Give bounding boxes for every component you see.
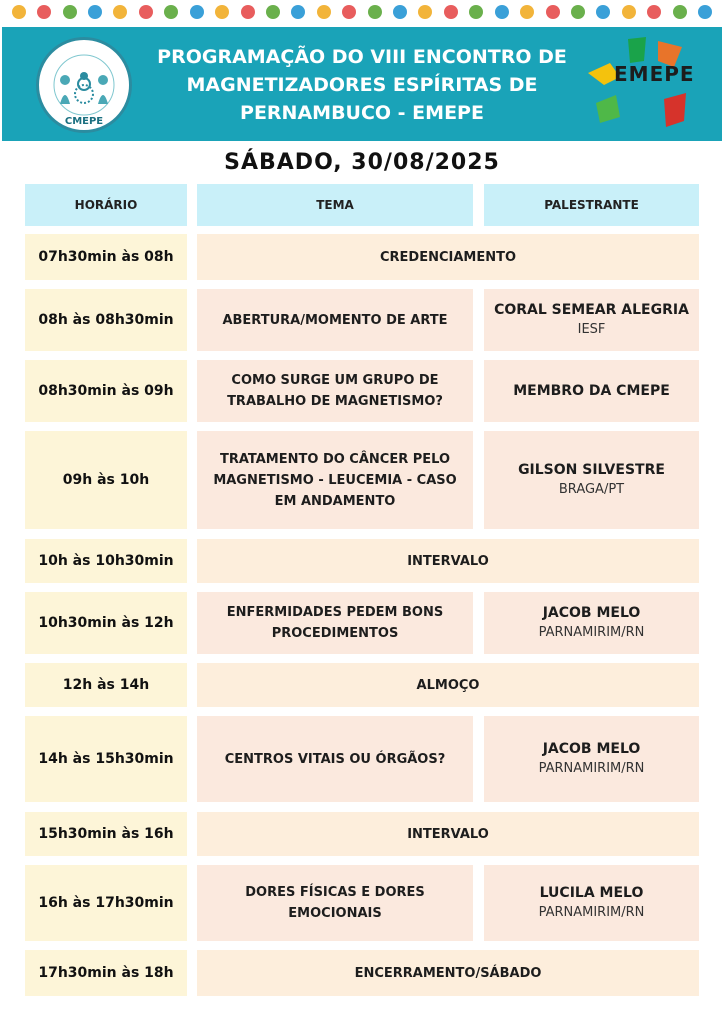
page-title: PROGRAMAÇÃO DO VIII ENCONTRO DE MAGNETIZADORES ESPÍRITAS DE PERNAMBUCO - EMEPE bbox=[157, 46, 567, 124]
row-event: ENCERRAMENTO/SÁBADO bbox=[197, 950, 699, 996]
row-event: INTERVALO bbox=[197, 539, 699, 583]
row-speaker bbox=[484, 360, 699, 422]
row-speaker bbox=[484, 431, 699, 529]
row-time: 14h às 15h30min bbox=[25, 716, 187, 802]
row-time: 17h30min às 18h bbox=[25, 950, 187, 996]
speaker-name: JACOB MELO bbox=[542, 741, 641, 757]
row-speaker bbox=[484, 592, 699, 654]
row-time: 10h30min às 12h bbox=[25, 592, 187, 654]
row-time: 07h30min às 08h bbox=[25, 234, 187, 280]
row-time: 08h às 08h30min bbox=[25, 289, 187, 351]
cmepe-logo-label: CMEPE bbox=[64, 116, 104, 127]
speaker-place: PARNAMIRIM/RN bbox=[538, 761, 645, 776]
speaker-name: GILSON SILVESTRE bbox=[518, 462, 665, 478]
row-event: ALMOÇO bbox=[197, 663, 699, 707]
row-topic: ENFERMIDADES PEDEM BONS PROCEDIMENTOS bbox=[197, 592, 473, 654]
emepe-logo-label: EMEPE bbox=[614, 62, 695, 86]
decorative-border bbox=[0, 0, 724, 24]
speaker-place: PARNAMIRIM/RN bbox=[538, 905, 645, 920]
header-horario: HORÁRIO bbox=[25, 184, 187, 226]
row-topic: TRATAMENTO DO CÂNCER PELO MAGNETISMO - LEUCEMIA - CASO EM ANDAMENTO bbox=[197, 431, 473, 529]
speaker-name: LUCILA MELO bbox=[539, 885, 644, 901]
date-title: SÁBADO, 30/08/2025 bbox=[224, 150, 500, 175]
row-speaker bbox=[484, 865, 699, 941]
speaker-place: PARNAMIRIM/RN bbox=[538, 625, 645, 640]
speaker-name: CORAL SEMEAR ALEGRIA bbox=[494, 302, 689, 318]
row-event: CREDENCIAMENTO bbox=[197, 234, 699, 280]
header-banner bbox=[2, 27, 722, 141]
emepe-logo bbox=[580, 33, 700, 137]
row-time: 16h às 17h30min bbox=[25, 865, 187, 941]
row-topic: COMO SURGE UM GRUPO DE TRABALHO DE MAGNETISMO? bbox=[197, 360, 473, 422]
row-time: 10h às 10h30min bbox=[25, 539, 187, 583]
row-speaker bbox=[484, 716, 699, 802]
speaker-name: MEMBRO DA CMEPE bbox=[513, 383, 670, 399]
row-time: 15h30min às 16h bbox=[25, 812, 187, 856]
speaker-place: IESF bbox=[577, 322, 606, 337]
row-topic: CENTROS VITAIS OU ÓRGÃOS? bbox=[197, 716, 473, 802]
row-time: 09h às 10h bbox=[25, 431, 187, 529]
row-speaker bbox=[484, 289, 699, 351]
row-topic: ABERTURA/MOMENTO DE ARTE bbox=[197, 289, 473, 351]
row-event: INTERVALO bbox=[197, 812, 699, 856]
header-tema: TEMA bbox=[197, 184, 473, 226]
row-topic: DORES FÍSICAS E DORES EMOCIONAIS bbox=[197, 865, 473, 941]
speaker-name: JACOB MELO bbox=[542, 605, 641, 621]
row-time: 12h às 14h bbox=[25, 663, 187, 707]
cmepe-logo bbox=[36, 37, 132, 133]
speaker-place: BRAGA/PT bbox=[558, 482, 625, 497]
row-time: 08h30min às 09h bbox=[25, 360, 187, 422]
header-palestrante: PALESTRANTE bbox=[484, 184, 699, 226]
